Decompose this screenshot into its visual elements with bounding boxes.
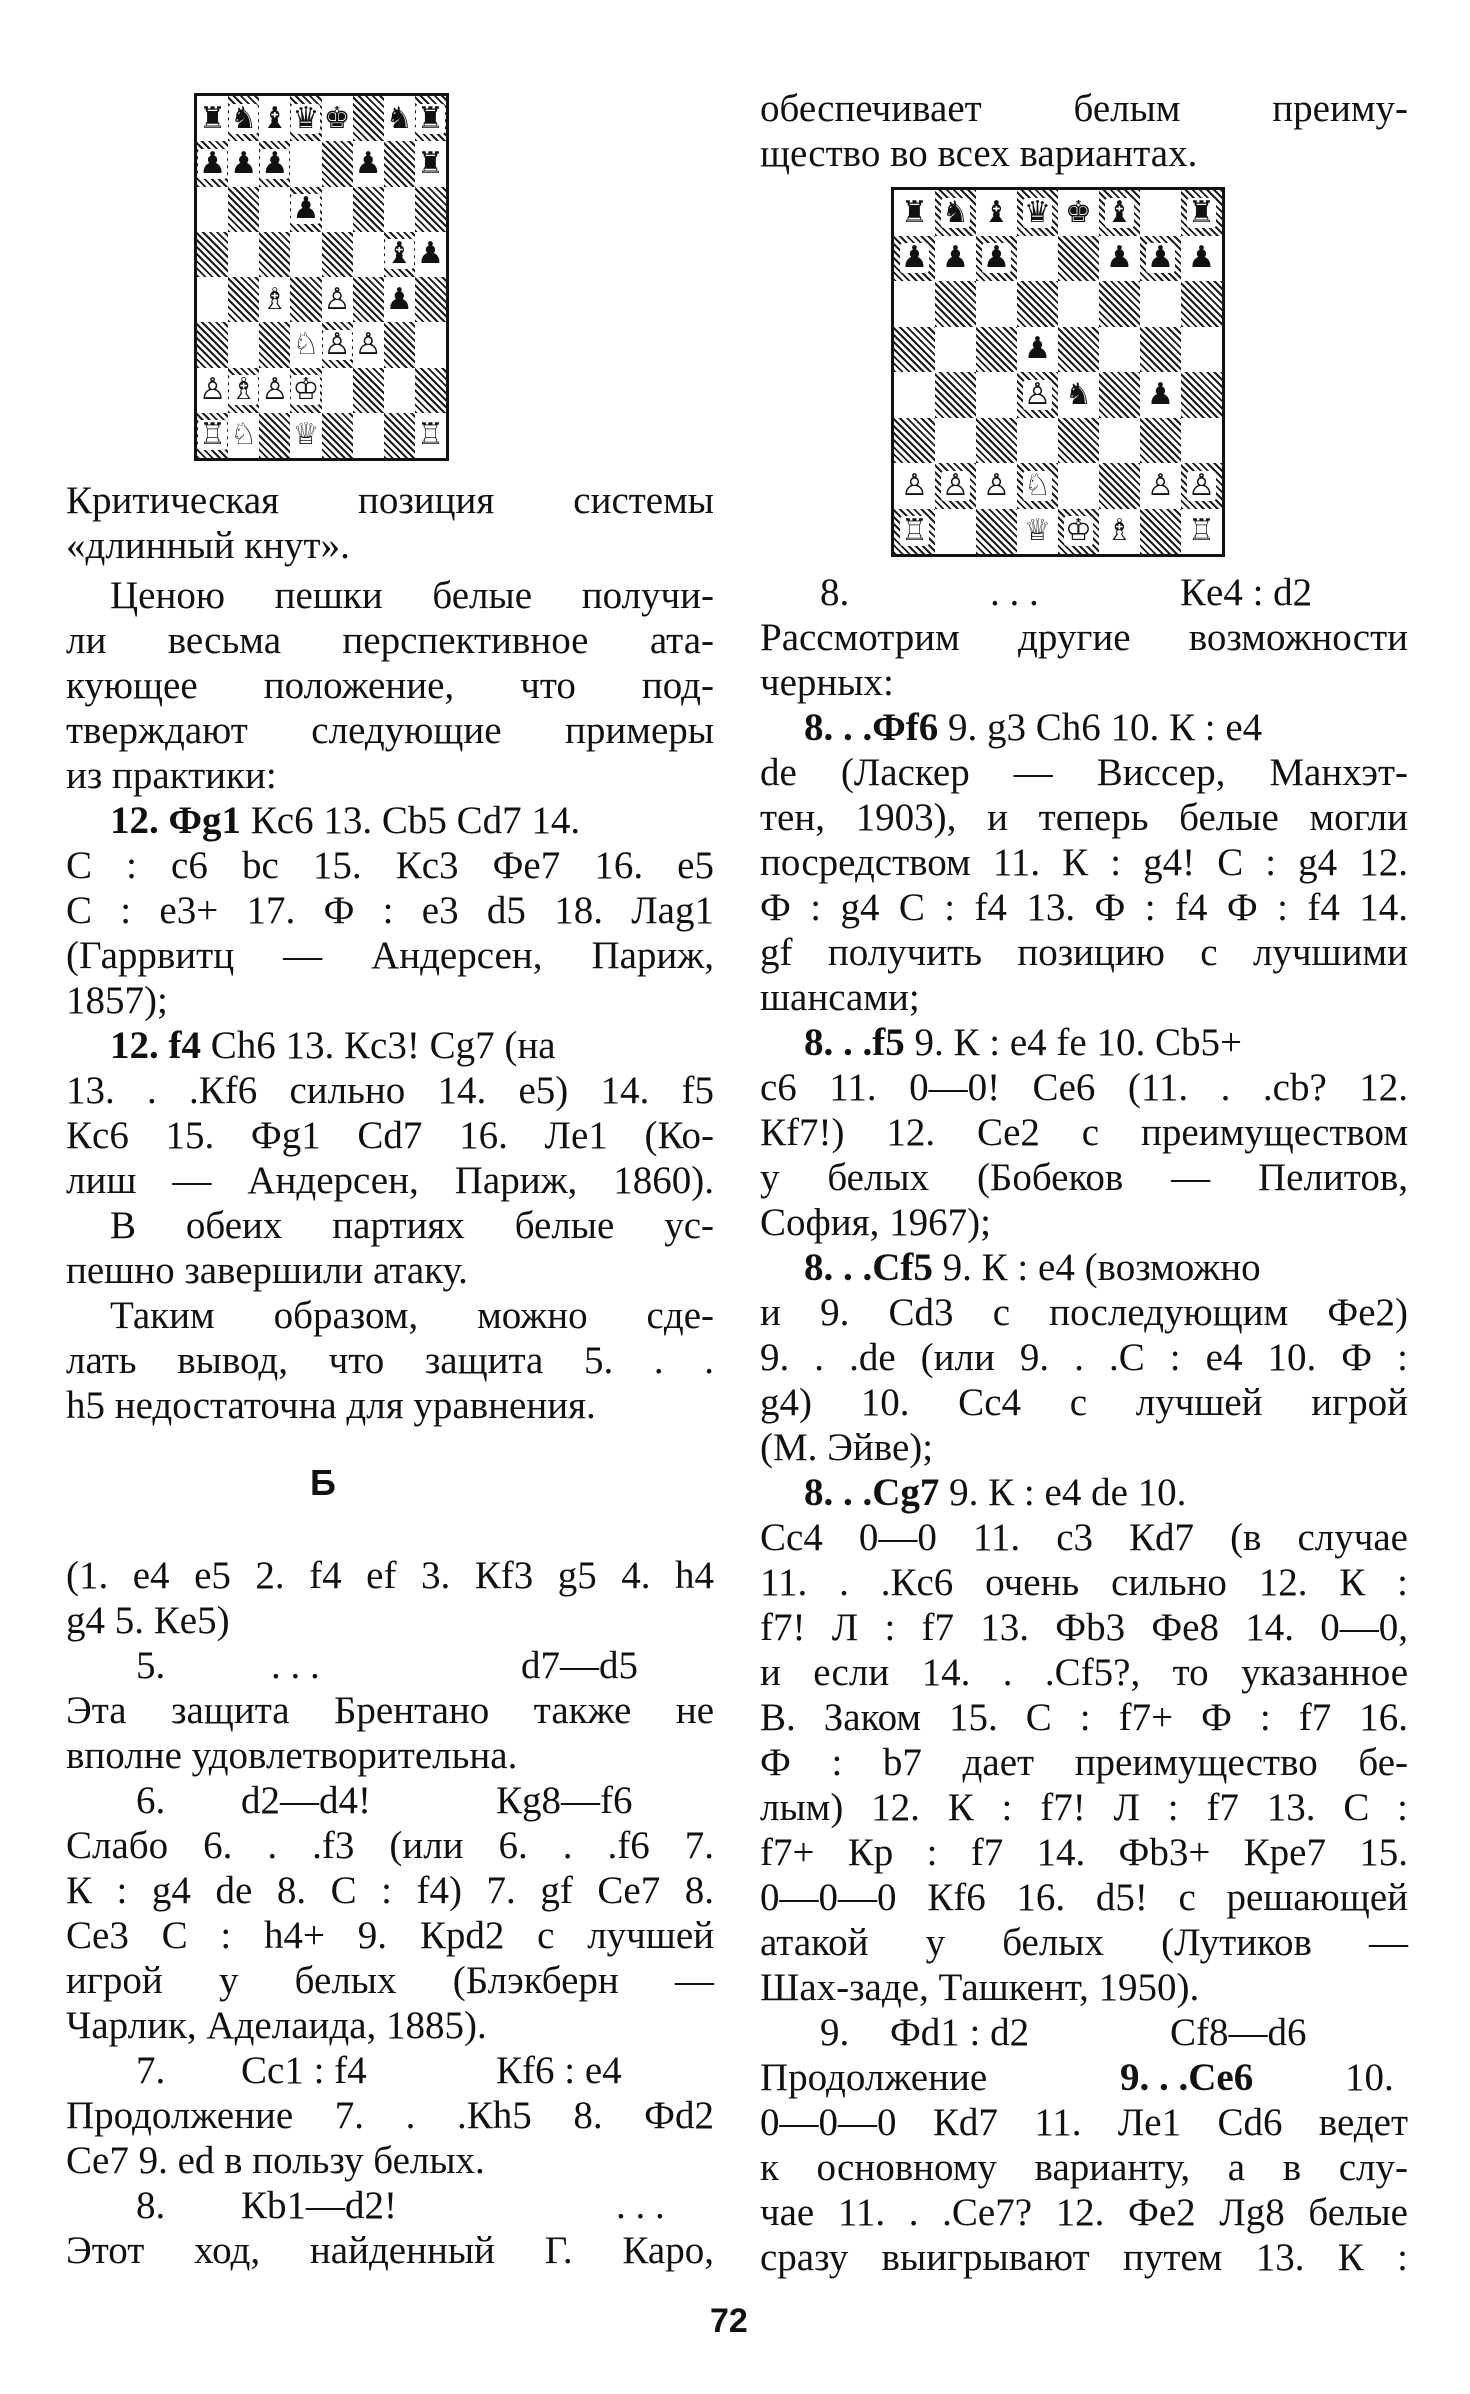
board-square: [384, 368, 415, 413]
board-square: [228, 322, 259, 367]
text-line: обеспечивает белым преиму-: [760, 87, 1408, 130]
chess-piece-icon: ♙: [261, 372, 289, 408]
board-square: [894, 372, 935, 418]
board-square: [1181, 236, 1222, 282]
text-line: [760, 1245, 1408, 1290]
move-head: 9. . .Ce6: [1120, 2056, 1254, 2099]
board-square: [976, 463, 1017, 509]
board-square: [353, 413, 384, 458]
board-square: [894, 327, 935, 373]
text-line: Рассмотрим другие возможности: [760, 616, 1408, 659]
board-square: [322, 96, 353, 141]
text-span: 9. К : e4 de 10.: [939, 1471, 1187, 1514]
chess-piece-icon: ♖: [901, 513, 928, 549]
chess-piece-icon: ♟: [230, 145, 258, 181]
text-span: Продолжение: [760, 2056, 988, 2099]
board-square: [1017, 281, 1058, 327]
board-square: [1058, 372, 1099, 418]
board-square: [1017, 190, 1058, 236]
board-square: [228, 413, 259, 458]
text-line: тен, 1903), и теперь белые могли: [760, 796, 1408, 839]
chess-piece-icon: ♙: [983, 467, 1010, 503]
board-square: [384, 277, 415, 322]
board-square: [976, 281, 1017, 327]
chess-piece-icon: ♟: [199, 145, 227, 181]
board-square: [1140, 372, 1181, 418]
chess-piece-icon: ♙: [1024, 376, 1051, 412]
board-square: [259, 96, 290, 141]
chess-piece-icon: ♜: [901, 194, 928, 230]
chess-piece-icon: ♙: [901, 467, 928, 503]
white-move: . . .: [990, 571, 1039, 614]
move-head: 12. f4: [110, 1024, 201, 1067]
chess-piece-icon: ♟: [1024, 331, 1051, 367]
chess-piece-icon: ♔: [292, 372, 320, 408]
board-square: [384, 141, 415, 186]
board-square: [894, 281, 935, 327]
black-move: Кe4 : d2: [1180, 571, 1313, 614]
chess-piece-icon: ♟: [942, 240, 969, 276]
chess-piece-icon: ♙: [354, 326, 382, 362]
board-square: [415, 322, 446, 367]
board-square: [353, 277, 384, 322]
chess-piece-icon: ♟: [261, 145, 289, 181]
board-square: [322, 141, 353, 186]
board-square: [1140, 327, 1181, 373]
text-line: f7+ Кp : f7 14. Фb3+ Кpe7 15.: [760, 1831, 1408, 1874]
board-square: [976, 509, 1017, 555]
text-line: de (Ласкер — Виссер, Манхэт-: [760, 751, 1408, 794]
board-square: [259, 187, 290, 232]
chess-piece-icon: ♜: [199, 100, 227, 136]
chess-piece-icon: ♟: [1106, 240, 1133, 276]
chess-piece-icon: ♛: [1024, 194, 1051, 230]
text-line: Ce7 9. ed в пользу белых.: [66, 2139, 485, 2182]
board-square: [1099, 463, 1140, 509]
black-move: Кf6 : e4: [496, 2049, 622, 2092]
board-square: [1140, 463, 1181, 509]
text-span: 9. К : e4 (возможно: [932, 1246, 1261, 1289]
text-line: С : e3+ 17. Ф : e3 d5 18. Лag1: [66, 889, 714, 932]
board-square: [1099, 236, 1140, 282]
board-square: [384, 413, 415, 458]
move-head: 8. . .f5: [804, 1021, 905, 1064]
black-move: Кg8—f6: [496, 1779, 633, 1822]
board-square: [197, 322, 228, 367]
chess-piece-icon: ♗: [1106, 513, 1133, 549]
text-line: (М. Эйве);: [760, 1426, 934, 1469]
board-square: [228, 187, 259, 232]
chess-piece-icon: ♞: [385, 100, 413, 136]
chess-piece-icon: ♟: [385, 281, 413, 317]
chess-piece-icon: ♖: [1188, 513, 1215, 549]
board-square: [290, 96, 321, 141]
text-line: В обеих партиях белые ус-: [110, 1204, 714, 1247]
text-line: Шах-заде, Ташкент, 1950).: [760, 1966, 1200, 2009]
text-line: Ф : g4 С : f4 13. Ф : f4 Ф : f4 14.: [760, 886, 1408, 929]
board-square: [384, 232, 415, 277]
text-line: h5 недостаточна для уравнения.: [66, 1384, 596, 1427]
board-square: [197, 232, 228, 277]
chess-piece-icon: ♔: [1065, 513, 1092, 549]
board-square: [1181, 372, 1222, 418]
caption-line: Критическая позиция системы: [66, 479, 714, 522]
board-square: [384, 322, 415, 367]
chess-piece-icon: ♜: [416, 145, 444, 181]
text-line: Кc6 15. Фg1 Cd7 16. Лe1 (Ко-: [66, 1114, 714, 1157]
text-line: из практики:: [66, 754, 277, 797]
board-square: [415, 96, 446, 141]
move-head: 8. . .Фf6: [804, 706, 939, 749]
board-square: [1017, 509, 1058, 555]
text-span: Ch6 13. Кc3! Cg7 (на: [201, 1024, 556, 1067]
chess-piece-icon: ♛: [292, 100, 320, 136]
board-square: [353, 232, 384, 277]
board-square: [384, 187, 415, 232]
board-square: [290, 232, 321, 277]
text-line: 0—0—0 Кd7 11. Лe1 Cd6 ведет: [760, 2101, 1408, 2144]
text-line: Этот ход, найденный Г. Каро,: [66, 2229, 714, 2272]
board-square: [259, 322, 290, 367]
text-line: сразу выигрывают путем 13. К :: [760, 2236, 1408, 2279]
text-line: пешно завершили атаку.: [66, 1249, 468, 1292]
board-square: [1140, 509, 1181, 555]
board-square: [322, 368, 353, 413]
chess-piece-icon: ♝: [261, 100, 289, 136]
board-square: [935, 372, 976, 418]
move-number: 9.: [820, 2011, 850, 2054]
board-square: [935, 190, 976, 236]
board-square: [935, 281, 976, 327]
board-square: [197, 413, 228, 458]
chess-piece-icon: ♖: [199, 417, 227, 453]
board-square: [1058, 281, 1099, 327]
board-square: [322, 232, 353, 277]
board-square: [1099, 509, 1140, 555]
board-square: [353, 368, 384, 413]
board-square: [1017, 236, 1058, 282]
caption-line: «длинный кнут».: [66, 524, 350, 567]
text-line: Таким образом, можно сде-: [110, 1294, 714, 1337]
chess-piece-icon: ♗: [261, 281, 289, 317]
text-line: черных:: [760, 661, 894, 704]
board-square: [415, 232, 446, 277]
board-square: [1140, 190, 1181, 236]
board-square: [322, 277, 353, 322]
move-number: 8.: [820, 571, 850, 614]
board-square: [197, 277, 228, 322]
chess-piece-icon: ♚: [323, 100, 351, 136]
board-square: [1181, 327, 1222, 373]
chess-piece-icon: ♕: [292, 417, 320, 453]
chess-piece-icon: ♙: [1188, 467, 1215, 503]
board-square: [976, 236, 1017, 282]
text-line: Ценою пешки белые получи-: [110, 574, 714, 617]
board-square: [415, 141, 446, 186]
board-square: [1058, 418, 1099, 464]
chess-piece-icon: ♟: [416, 236, 444, 272]
chess-piece-icon: ♞: [230, 100, 258, 136]
chess-piece-icon: ♟: [983, 240, 1010, 276]
chess-piece-icon: ♟: [1147, 376, 1174, 412]
text-line: ли весьма перспективное ата-: [66, 619, 714, 662]
board-square: [197, 368, 228, 413]
chess-piece-icon: ♕: [1024, 513, 1051, 549]
move-number: 8.: [136, 2184, 166, 2227]
board-square: [1099, 372, 1140, 418]
chess-piece-icon: ♘: [230, 417, 258, 453]
board-square: [197, 96, 228, 141]
board-square: [894, 463, 935, 509]
white-move: Кb1—d2!: [241, 2184, 397, 2227]
board-square: [384, 96, 415, 141]
black-move: d7—d5: [521, 1644, 638, 1687]
black-move: . . .: [616, 2184, 665, 2227]
board-square: [415, 187, 446, 232]
board-square: [259, 413, 290, 458]
text-line: кующее положение, что под-: [66, 664, 714, 707]
chess-piece-icon: ♖: [416, 417, 444, 453]
board-square: [935, 463, 976, 509]
board-square: [290, 322, 321, 367]
text-line: [760, 705, 1408, 750]
text-line: Продолжение 7. . .Кh5 8. Фd2: [66, 2094, 714, 2137]
board-square: [415, 413, 446, 458]
board-square: [1099, 418, 1140, 464]
text-line: Эта защита Брентано также не: [66, 1689, 714, 1732]
chess-piece-icon: ♙: [323, 326, 351, 362]
board-square: [1140, 418, 1181, 464]
text-line: 1857);: [66, 979, 168, 1022]
text-line: лым) 12. К : f7! Л : f7 13. С :: [760, 1786, 1408, 1829]
board-square: [894, 509, 935, 555]
board-square: [1099, 281, 1140, 327]
text-line: К : g4 de 8. С : f4) 7. gf Ce7 8.: [66, 1869, 714, 1912]
text-span: 9. К : e4 fe 10. Cb5+: [904, 1021, 1242, 1064]
board-square: [1017, 463, 1058, 509]
text-line: g4 5. Кe5): [66, 1599, 230, 1642]
board-square: [894, 236, 935, 282]
text-line: Ф : b7 дает преимущество бе-: [760, 1741, 1408, 1784]
text-line: лать вывод, что защита 5. . .: [66, 1339, 714, 1382]
text-line: у белых (Бобеков — Пелитов,: [760, 1156, 1408, 1199]
text-line: c6 11. 0—0! Ce6 (11. . .cb? 12.: [760, 1066, 1408, 1109]
text-line: Слабо 6. . .f3 (или 6. . .f6 7.: [66, 1824, 714, 1867]
board-square: [259, 277, 290, 322]
board-square: [415, 368, 446, 413]
board-square: [1140, 236, 1181, 282]
board-square: [197, 141, 228, 186]
board-square: [1181, 190, 1222, 236]
move-number: 5.: [136, 1644, 166, 1687]
board-square: [1058, 236, 1099, 282]
white-move: . . .: [271, 1644, 320, 1687]
text-line: щество во всех вариантах.: [760, 132, 1198, 175]
board-square: [353, 141, 384, 186]
board-square: [1140, 281, 1181, 327]
text-line: (1. e4 e5 2. f4 ef 3. Кf3 g5 4. h4: [66, 1554, 714, 1597]
board-square: [322, 322, 353, 367]
move-number: 6.: [136, 1779, 166, 1822]
board-square: [1017, 327, 1058, 373]
chess-piece-icon: ♟: [292, 191, 320, 227]
chess-piece-icon: ♙: [199, 372, 227, 408]
left-diagram: [194, 93, 449, 461]
right-diagram: [891, 187, 1225, 557]
board-square: [935, 327, 976, 373]
text-line: С : c6 bc 15. Кc3 Фe7 16. e5: [66, 844, 714, 887]
board-square: [1017, 418, 1058, 464]
board-square: [976, 190, 1017, 236]
white-move: Фd1 : d2: [890, 2011, 1030, 2054]
board-square: [1058, 509, 1099, 555]
text-line: игрой у белых (Блэкберн —: [66, 1959, 714, 2002]
board-square: [935, 418, 976, 464]
text-line: лиш — Андерсен, Париж, 1860).: [66, 1159, 714, 1202]
text-line: посредством 11. К : g4! С : g4 12.: [760, 841, 1408, 884]
chess-piece-icon: ♙: [1147, 467, 1174, 503]
move-head: 8. . .Cf5: [804, 1246, 933, 1289]
board-square: [1017, 372, 1058, 418]
board-square: [290, 413, 321, 458]
text-line: шансами;: [760, 976, 920, 1019]
text-line: Чарлик, Аделаида, 1885).: [66, 2004, 487, 2047]
chess-piece-icon: ♝: [983, 194, 1010, 230]
text-line: Кf7!) 12. Ce2 с преимуществом: [760, 1111, 1408, 1154]
text-line: к основному варианту, а в слу-: [760, 2146, 1408, 2189]
board-square: [894, 190, 935, 236]
board-square: [1058, 190, 1099, 236]
move-head: 8. . .Cg7: [804, 1471, 940, 1514]
board-square: [976, 327, 1017, 373]
board-square: [259, 368, 290, 413]
chess-piece-icon: ♞: [1065, 376, 1092, 412]
board-square: [228, 368, 259, 413]
board-square: [935, 236, 976, 282]
move-head: 12. Фg1: [110, 799, 241, 842]
board-square: [290, 368, 321, 413]
board-square: [259, 141, 290, 186]
chess-piece-icon: ♗: [230, 372, 258, 408]
chess-piece-icon: ♝: [1106, 194, 1133, 230]
text-line: gf получить позицию с лучшими: [760, 931, 1408, 974]
text-span: Кc6 13. Cb5 Cd7 14.: [241, 799, 581, 842]
board-square: [228, 277, 259, 322]
board-square: [259, 232, 290, 277]
text-line: [66, 1023, 714, 1068]
board-square: [1099, 190, 1140, 236]
move-number: 7.: [136, 2049, 166, 2092]
chess-piece-icon: ♟: [901, 240, 928, 276]
text-line: атакой у белых (Лутиков —: [760, 1921, 1408, 1964]
text-line: чае 11. . .Ce7? 12. Фe2 Лg8 белые: [760, 2191, 1408, 2234]
chess-piece-icon: ♙: [942, 467, 969, 503]
chess-piece-icon: ♟: [1147, 240, 1174, 276]
text-line: 11. . .Кc6 очень сильно 12. К :: [760, 1561, 1408, 1604]
text-line: и 9. Cd3 с последующим Фe2): [760, 1291, 1408, 1334]
board-square: [894, 418, 935, 464]
text-line: [760, 1020, 1408, 1065]
text-line: g4) 10. Cc4 с лучшей игрой: [760, 1381, 1408, 1424]
text-line: и если 14. . .Cf5?, то указанное: [760, 1651, 1408, 1694]
chess-piece-icon: ♜: [416, 100, 444, 136]
board-square: [322, 187, 353, 232]
text-line: [760, 1470, 1408, 1515]
text-line: f7! Л : f7 13. Фb3 Фe8 14. 0—0,: [760, 1606, 1408, 1649]
board-square: [1058, 327, 1099, 373]
board-square: [197, 187, 228, 232]
board-square: [1181, 281, 1222, 327]
white-move: d2—d4!: [241, 1779, 371, 1822]
board-square: [228, 141, 259, 186]
board-square: [976, 418, 1017, 464]
chess-piece-icon: ♟: [354, 145, 382, 181]
text-span: 9. g3 Ch6 10. К : e4: [938, 706, 1263, 749]
chess-piece-icon: ♚: [1065, 194, 1092, 230]
text-line: 9. . .de (или 9. . .С : e4 10. Ф :: [760, 1336, 1408, 1379]
text-line: Ce3 С : h4+ 9. Кpd2 с лучшей: [66, 1914, 714, 1957]
black-move: Cf8—d6: [1170, 2011, 1307, 2054]
chess-piece-icon: ♜: [1188, 194, 1215, 230]
text-line: София, 1967);: [760, 1201, 991, 1244]
board-square: [322, 413, 353, 458]
right-chessboard: [891, 187, 1225, 557]
board-square: [228, 96, 259, 141]
board-square: [1058, 463, 1099, 509]
board-square: [935, 509, 976, 555]
board-square: [290, 277, 321, 322]
text-line: В. Заком 15. С : f7+ Ф : f7 16.: [760, 1696, 1408, 1739]
board-square: [290, 141, 321, 186]
board-square: [1181, 509, 1222, 555]
chess-piece-icon: ♞: [942, 194, 969, 230]
text-line: 13. . .Кf6 сильно 14. e5) 14. f5: [66, 1069, 714, 1112]
text-line: (Гаррвитц — Андерсен, Париж,: [66, 934, 714, 977]
board-square: [353, 322, 384, 367]
board-square: [290, 187, 321, 232]
board-square: [415, 277, 446, 322]
text-line: 0—0—0 Кf6 16. d5! с решающей: [760, 1876, 1408, 1919]
section-heading: Б: [310, 1462, 336, 1503]
page-number: 72: [710, 2302, 748, 2340]
board-square: [1181, 463, 1222, 509]
board-square: [976, 372, 1017, 418]
chess-piece-icon: ♙: [323, 281, 351, 317]
board-square: [1181, 418, 1222, 464]
board-square: [353, 96, 384, 141]
board-square: [353, 187, 384, 232]
chess-piece-icon: ♘: [292, 326, 320, 362]
chess-piece-icon: ♘: [1024, 467, 1051, 503]
board-square: [228, 232, 259, 277]
left-chessboard: [194, 93, 449, 461]
text-line: Cc4 0—0 11. c3 Кd7 (в случае: [760, 1516, 1408, 1559]
text-line: [66, 798, 714, 843]
text-span: 10.: [1345, 2056, 1394, 2099]
text-line: вполне удовлетворительна.: [66, 1734, 518, 1777]
chess-piece-icon: ♟: [1188, 240, 1215, 276]
chess-piece-icon: ♝: [385, 236, 413, 272]
text-line: тверждают следующие примеры: [66, 709, 714, 752]
board-square: [1099, 327, 1140, 373]
white-move: Cc1 : f4: [241, 2049, 367, 2092]
